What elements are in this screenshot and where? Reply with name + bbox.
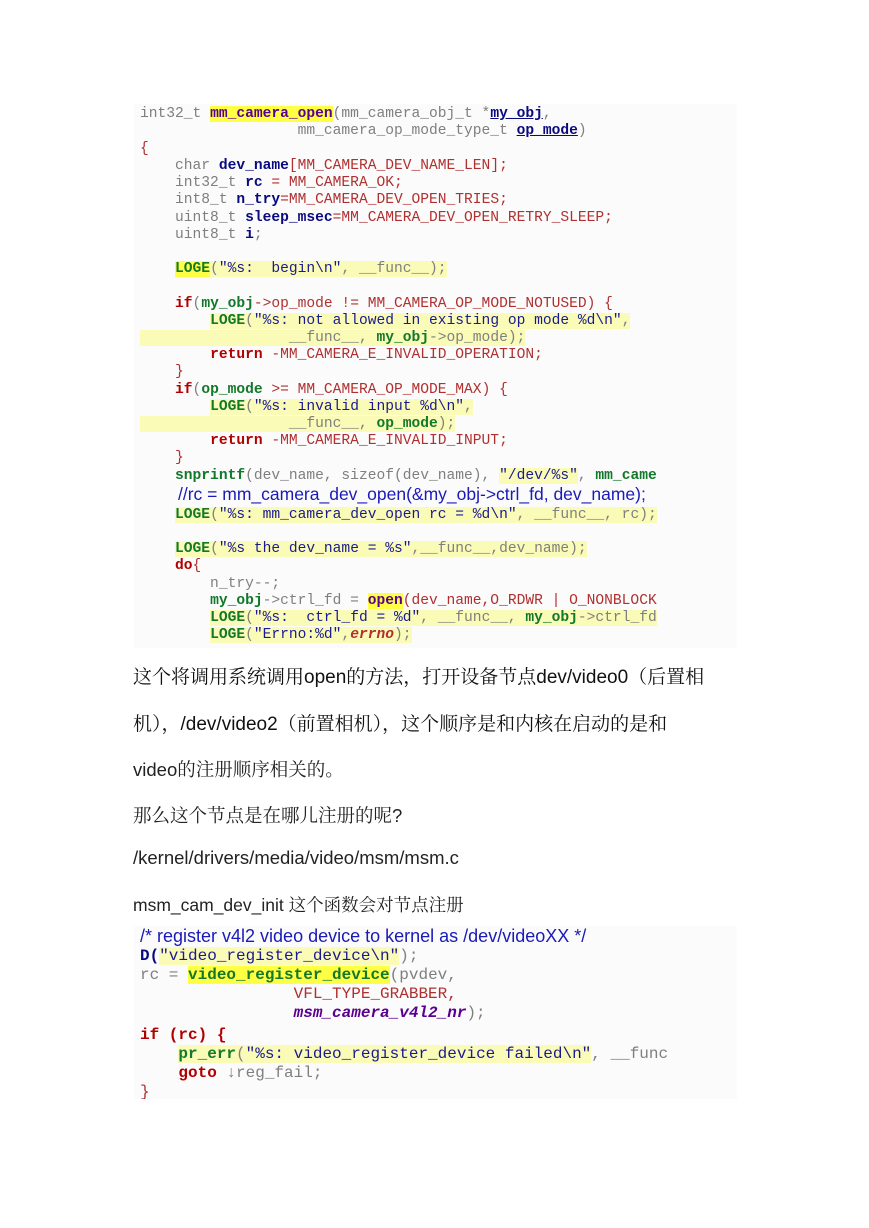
code-line: uint8_t sleep_msec=MM_CAMERA_DEV_OPEN_RETRY_SLEEP; [140, 210, 613, 226]
code-line: if(my_obj->op_mode != MM_CAMERA_OP_MODE_NOTUSED) { [175, 296, 613, 312]
code-line: int8_t n_try=MM_CAMERA_DEV_OPEN_TRIES; [140, 192, 508, 208]
code-line: return -MM_CAMERA_E_INVALID_INPUT; [210, 433, 508, 449]
code-line: if(op_mode >= MM_CAMERA_OP_MODE_MAX) { [175, 382, 508, 398]
code-line: goto ↓reg_fail; [178, 1064, 323, 1082]
code-line: LOGE("%s the dev_name = %s",__func__,dev_name); [175, 541, 587, 557]
code-line: pr_err("%s: video_register_device failed\n", __func [178, 1045, 669, 1063]
code-line: } [140, 450, 184, 466]
code-line: __func__, my_obj->op_mode); [140, 330, 526, 346]
paragraph-line: 这个将调用系统调用open的方法，打开设备节点dev/video0（后置相 [133, 667, 705, 688]
code-line: LOGE("Errno:%d",errno); [210, 627, 412, 643]
code-line: LOGE("%s: ctrl_fd = %d", __func__, my_obj->ctrl_fd [210, 610, 657, 626]
code-line: LOGE("%s: not allowed in existing op mode %d\n", [210, 313, 631, 329]
code-line: LOGE("%s: invalid input %d\n", [210, 399, 473, 415]
code-line: __func__, op_mode); [140, 416, 456, 432]
code-line: snprintf(dev_name, sizeof(dev_name), "/dev/%s", mm_came [175, 468, 657, 484]
paragraph-line: video的注册顺序相关的。 [133, 759, 344, 780]
code-line: uint8_t i; [140, 227, 263, 243]
code-line: msm_camera_v4l2_nr); [293, 1004, 486, 1022]
code-line: rc = video_register_device(pvdev, [140, 966, 457, 984]
code-block-2 [134, 926, 737, 1099]
code-line: } [140, 364, 184, 380]
code-line: LOGE("%s: mm_camera_dev_open rc = %d\n", __func__, rc); [175, 507, 657, 523]
paragraph-line: 机），/dev/video2（前置相机），这个顺序是和内核在启动的是和 [133, 714, 668, 735]
code-line: D("video_register_device\n"); [140, 947, 419, 965]
code-line: my_obj->ctrl_fd = open(dev_name,O_RDWR | O_NONBLOCK [210, 593, 657, 609]
file-path-text: /kernel/drivers/media/video/msm/msm.c [133, 847, 459, 868]
code-line: n_try--; [140, 576, 281, 592]
code-line: do{ [175, 558, 202, 574]
code-line: } [140, 1083, 150, 1099]
code-comment-line: //rc = mm_camera_dev_open(&my_obj->ctrl_fd, dev_name); [178, 484, 646, 504]
function-note-text: msm_cam_dev_init 这个函数会对节点注册 [133, 895, 464, 915]
code-line: return -MM_CAMERA_E_INVALID_OPERATION; [210, 347, 543, 363]
code-line: mm_camera_op_mode_type_t op_mode) [140, 123, 587, 139]
code-line: char dev_name[MM_CAMERA_DEV_NAME_LEN]; [140, 158, 508, 174]
code-block-1 [134, 104, 737, 648]
code-line: int32_t mm_camera_open(mm_camera_obj_t *my_obj, [140, 106, 552, 122]
question-text: 那么这个节点是在哪儿注册的呢? [133, 805, 403, 826]
code-comment-line: /* register v4l2 video device to kernel as /dev/videoXX */ [140, 926, 587, 946]
code-line: { [140, 141, 149, 157]
code-line: LOGE("%s: begin\n", __func__); [175, 261, 447, 277]
code-line: VFL_TYPE_GRABBER, [140, 985, 457, 1003]
code-line: int32_t rc = MM_CAMERA_OK; [140, 175, 403, 191]
code-line: if (rc) { [140, 1026, 227, 1044]
